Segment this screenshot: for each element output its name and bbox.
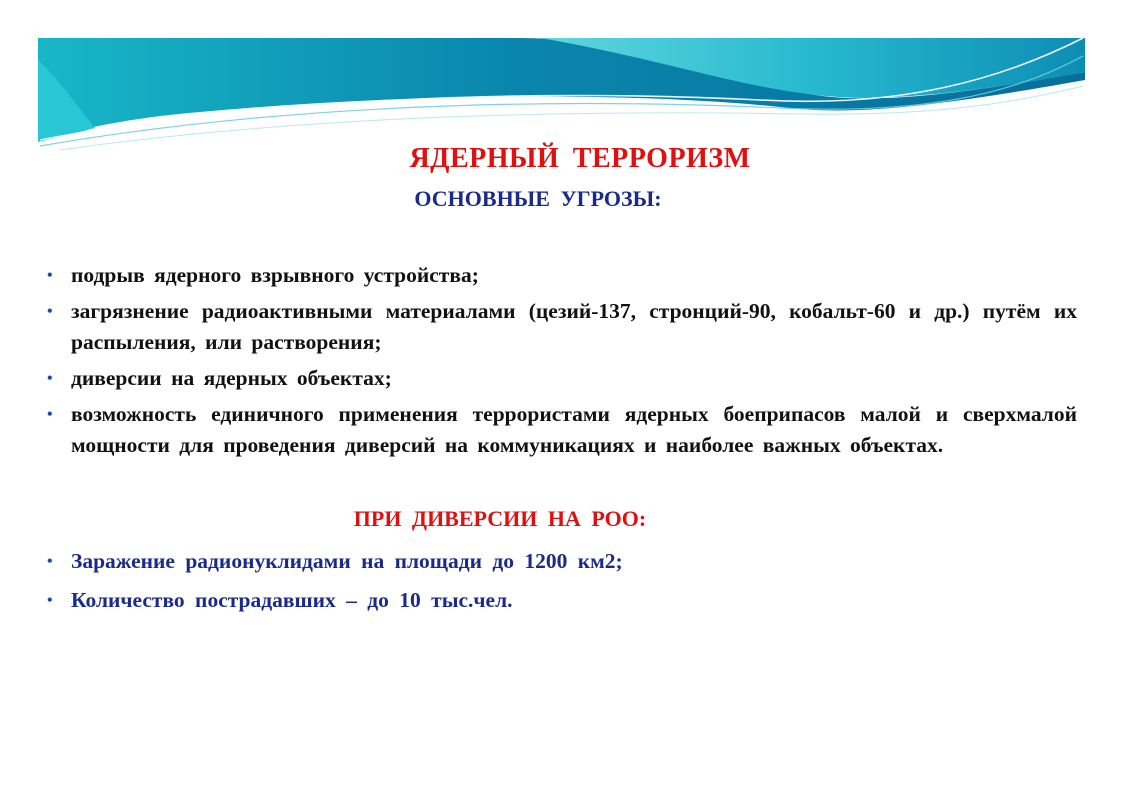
list-item-text: подрыв ядерного взрывного устройства; [71, 263, 479, 287]
list-item [47, 260, 1077, 291]
sabotage-heading: ПРИ ДИВЕРСИИ НА РОО: [353, 506, 647, 531]
list-item-text: Заражение радионуклидами на площади до 1200 км2; [71, 549, 623, 573]
bullet-icon: • [47, 592, 53, 609]
list-item [47, 399, 1077, 461]
bullet-icon: • [47, 553, 53, 570]
bullet-icon: • [47, 267, 53, 284]
bullet-icon: • [47, 303, 53, 320]
list-item [47, 363, 1077, 394]
list-item-text: загрязнение радиоактивными материалами (цезий-137, стронций-90, кобальт-60 и др.) путём их распыления, или растворения; [71, 299, 1077, 354]
slide-title: ЯДЕРНЫЙ ТЕРРОРИЗМ [409, 143, 751, 174]
list-item [47, 585, 1077, 616]
list-item-text: возможность единичного применения террористами ядерных боеприпасов малой и сверхмалой мощности для проведения диверсий на коммуникациях и наиболее важных объектах. [71, 402, 1077, 457]
bullet-icon: • [47, 370, 53, 387]
list-item [47, 546, 1077, 577]
threats-list [47, 260, 1077, 466]
wave-banner [0, 0, 1123, 160]
list-item-text: Количество пострадавших – до 10 тыс.чел. [71, 588, 513, 612]
bullet-icon: • [47, 406, 53, 423]
threats-heading: ОСНОВНЫЕ УГРОЗЫ: [414, 186, 662, 211]
list-item [47, 296, 1077, 358]
effects-list [47, 546, 1077, 624]
list-item-text: диверсии на ядерных объектах; [71, 366, 392, 390]
